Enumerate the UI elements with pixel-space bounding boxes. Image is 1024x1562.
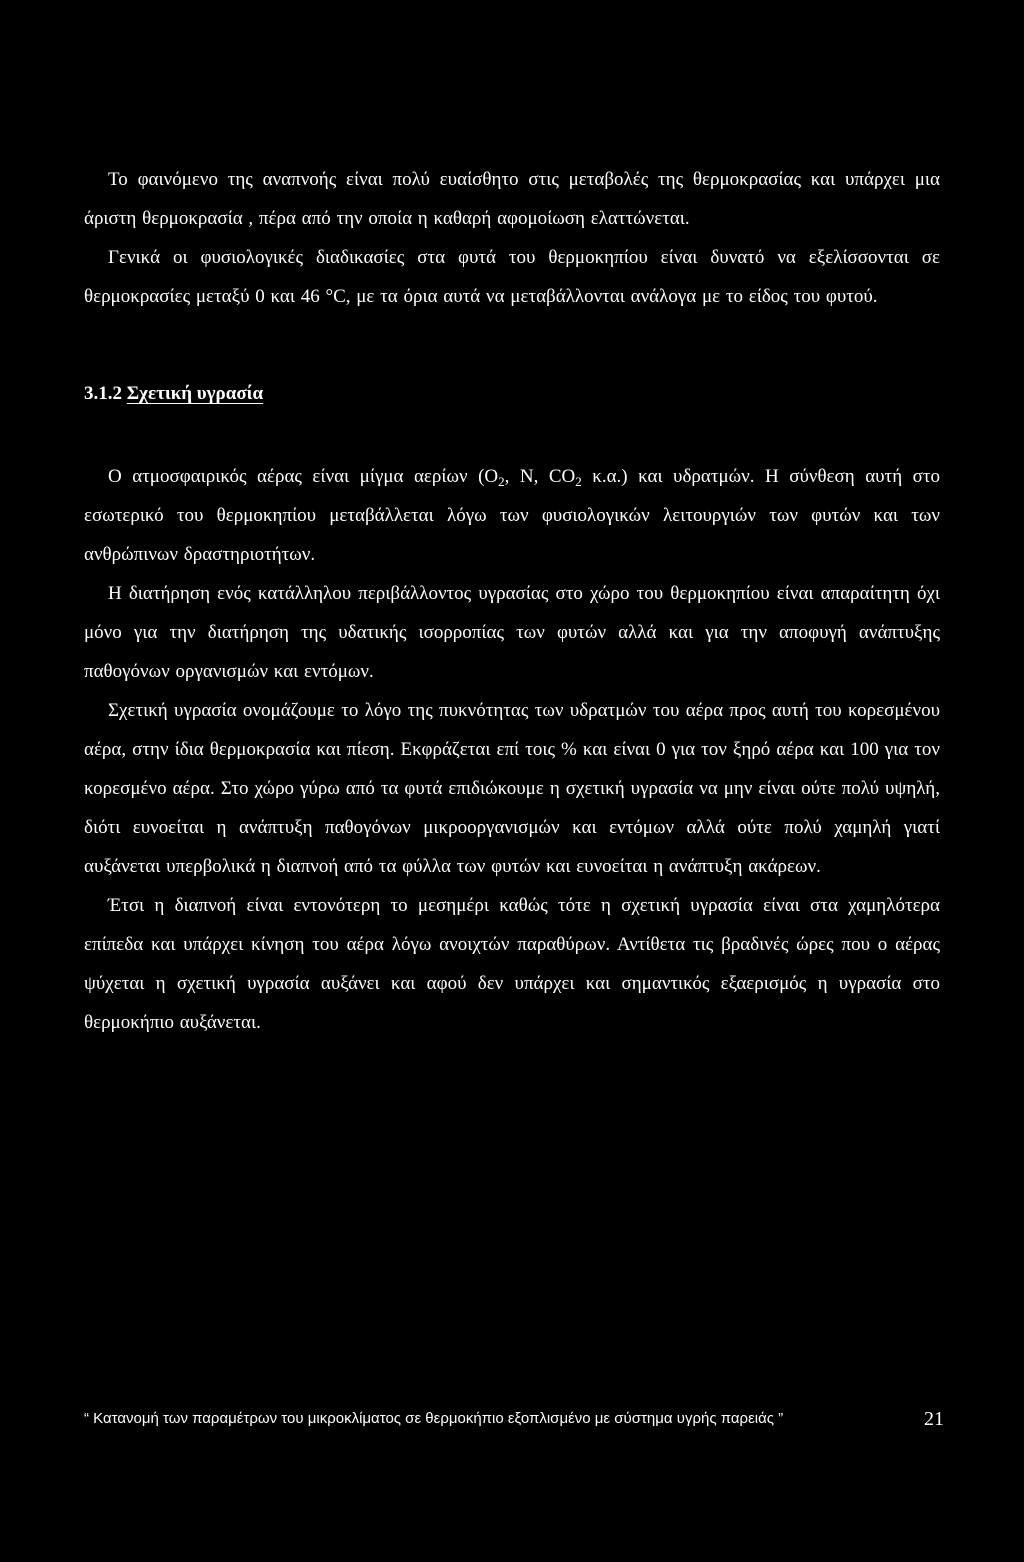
paragraph-respiration: Το φαινόμενο της αναπνοής είναι πολύ ευαίσθητο στις μεταβολές της θερμοκρασίας και υπάρχει μια άριστη θερμοκρασία , πέρα από την οποία η καθαρή αφομοίωση ελαττώνεται. (84, 169, 940, 229)
footer-title: “ Κατανομή των παραμέτρων του μικροκλίματος σε θερμοκήπιο εξοπλισμένο με σύστημα υγρής παρειάς ” (84, 1410, 784, 1427)
paragraph-humidity-maintenance: Η διατήρηση ενός κατάλληλου περιβάλλοντος υγρασίας στο χώρο του θερμοκηπίου είναι απαραίτητη όχι μόνο για την διατήρηση της υδατικής ισορροπίας των φυτών αλλά και για την αποφυγή ανάπτυξης παθογόνων οργανισμών και εντόμων. (84, 583, 940, 682)
paragraph-relative-humidity-definition: Σχετική υγρασία ονομάζουμε το λόγο της πυκνότητας των υδρατμών του αέρα προς αυτή του κορεσμένου αέρα, στην ίδια θερμοκρασία και πίεση. Εκφράζεται επί τοις % και είναι 0 για τον ξηρό αέρα και 100 για τον κορεσμένο αέρα. Στο χώρο γύρω από τα φυτά επιδιώκουμε η σχετική υγρασία να μην είναι ούτε πολύ υψηλή, διότι ευνοείται η ανάπτυξη παθογόνων μικροοργανισμών και εντόμων αλλά ούτε πολύ χαμηλή γιατί αυξάνεται υπερβολικά η διαπνοή από τα φύλλα των φυτών και ευνοείται η ανάπτυξη ακάρεων. (84, 700, 940, 877)
paragraph-atmospheric-air (84, 457, 940, 574)
section-heading (84, 374, 940, 413)
page-footer (84, 1400, 944, 1438)
page-number: 21 (924, 1408, 944, 1430)
text-run: κ.α.) και υδρατμών. Η σύνθεση αυτή στο εσωτερικό του θερμοκηπίου μεταβάλλεται λόγω των φυσιολογικών λειτουργιών των φυτών και των ανθρώπινων δραστηριοτήτων. (84, 466, 941, 565)
subscript: 2 (575, 474, 582, 489)
subscript: 2 (498, 474, 505, 489)
paragraph-transpiration: Έτσι η διαπνοή είναι εντονότερη το μεσημέρι καθώς τότε η σχετική υγρασία είναι στα χαμηλότερα επίπεδα και υπάρχει κίνηση του αέρα λόγω ανοιχτών παραθύρων. Αντίθετα τις βραδινές ώρες που ο αέρας ψύχεται η σχετική υγρασία αυξάνει και αφού δεν υπάρχει και σημαντικός εξαερισμός η υγρασία στο θερμοκήπιο αυξάνεται. (84, 895, 940, 1033)
text-run: Ο ατμοσφαιρικός αέρας είναι μίγμα αερίων (O (108, 466, 499, 487)
document-body (84, 160, 940, 1042)
section-number: 3.1.2 (84, 383, 122, 404)
text-run: , N, CO (504, 466, 576, 487)
paragraph-temperature-range: Γενικά οι φυσιολογικές διαδικασίες στα φυτά του θερμοκηπίου είναι δυνατό να εξελίσσονται σε θερμοκρασίες μεταξύ 0 και 46 °C, με τα όρια αυτά να μεταβάλλονται ανάλογα με το είδος του φυτού. (84, 247, 940, 307)
section-title: Σχετική υγρασία (126, 383, 264, 404)
